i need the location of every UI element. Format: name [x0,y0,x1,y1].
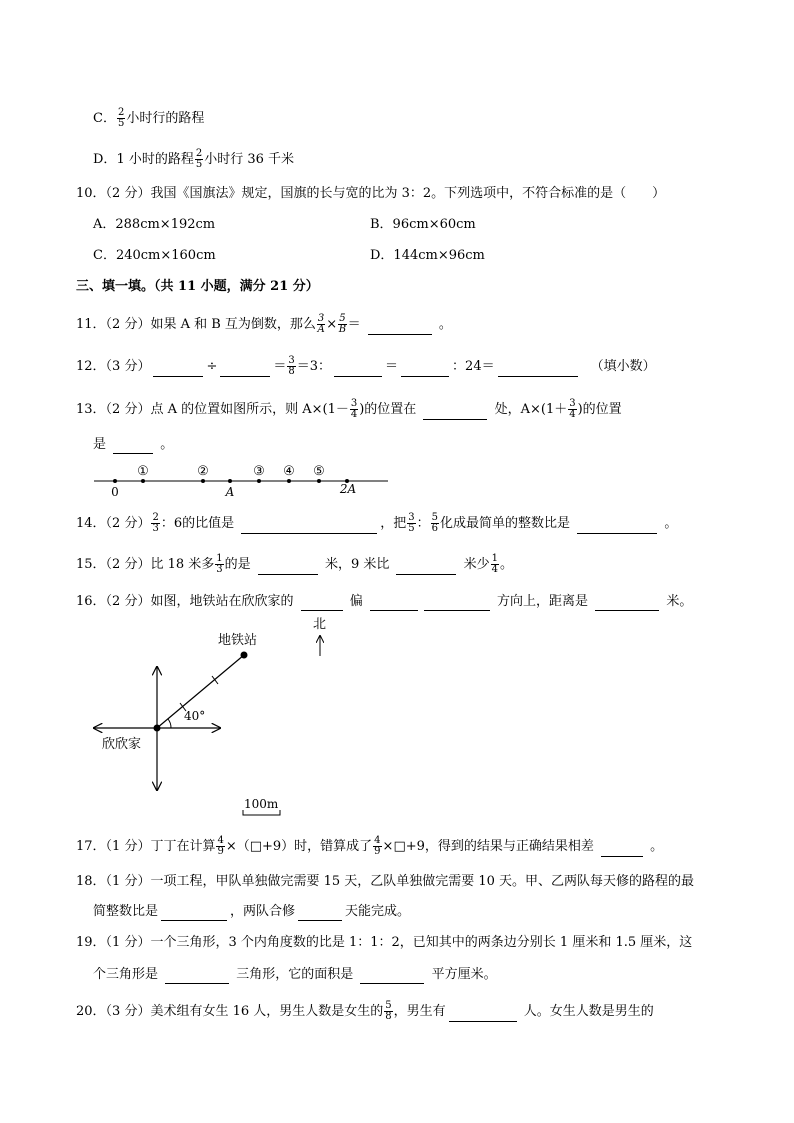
q10-stem: 10．（2 分）我国《国旗法》规定，国旗的长与宽的比为 3：2。下列选项中，不符合标准的是（ ） [76,186,666,201]
denominator: B [338,324,347,335]
numerator: 5 [385,1000,392,1011]
q18-line1: 18．（1 分）一项工程，甲队单独做完需要 15 天，乙队单独做完需要 10 天。甲、乙两队每天修的路程的最 [76,874,695,889]
denominator: 4 [491,564,499,575]
q12-text: ＝3： [296,359,332,374]
station-point [241,652,248,659]
fraction [407,513,415,534]
q14-text: 14．（2 分） [76,516,151,531]
divide-sign: ÷ [206,359,218,374]
home-point [154,725,161,732]
q15-text: 米少 [463,557,490,572]
numerator: 2 [117,107,125,118]
answer-blank[interactable] [360,969,424,984]
q14 [76,513,677,534]
label-2a: 2A [339,482,357,496]
q10-option-c[interactable]: C．240cm×160cm [93,248,216,263]
fraction [151,513,159,534]
denominator: A [317,324,325,335]
q14-text: ：6的比值是 [160,516,235,531]
equals-sign: ＝ [273,359,287,374]
q17-text: ×（□+9）时，错算成了 [225,839,373,854]
denominator: 5 [195,159,203,170]
answer-blank[interactable] [165,969,229,984]
numerator: 2 [195,148,203,159]
q19-line1: 19．（1 分）一个三角形，3 个内角度数的比是 1：1：2，已知其中的两条边分别长 1 厘米和 1.5 厘米，这 [76,935,693,950]
numerator: 3 [350,398,358,409]
numerator: 4 [374,835,381,846]
q14-text: 化成最简单的整数比是 [440,516,571,531]
mark-3: ③ [253,464,265,479]
angle-label: 40° [184,709,206,723]
answer-blank[interactable] [424,596,490,611]
q14-end: 。 [664,516,678,531]
home-label: 欣欣家 [102,737,142,752]
point-4 [287,479,291,483]
numerator: 1 [491,553,499,564]
q20 [76,1001,654,1022]
answer-blank[interactable] [298,906,342,921]
mark-5: ⑤ [313,464,325,479]
q16-end: 米。 [666,594,693,609]
q13-text: 是 [93,437,107,452]
q19-text: 个三角形是 [93,967,159,982]
answer-blank[interactable] [595,596,659,611]
q15-end: 。 [500,557,514,572]
mark-4: ④ [283,464,295,479]
q16-text: 偏 [349,594,363,609]
number-line-diagram [90,460,390,500]
fraction [431,513,439,534]
answer-blank[interactable] [301,596,343,611]
mark-2: ② [197,464,209,479]
answer-blank[interactable] [396,560,456,575]
q20-text: 20．（3 分）美术组有女生 16 人，男生人数是女生的 [76,1004,384,1019]
q18-text: 天能完成。 [345,904,411,919]
q13 [76,399,622,420]
option-text: 1 小时的路程 [116,152,194,167]
q13-text: 处，A×(1＋ [494,402,568,417]
denominator: 5 [408,523,415,534]
answer-blank[interactable] [161,906,227,921]
q12-text: 12．（3 分） [76,359,151,374]
point-2 [201,479,205,483]
answer-blank[interactable] [449,1007,517,1022]
q17-text: ×□+9，得到的结果与正确结果相差 [382,839,594,854]
denominator: 5 [117,118,125,129]
fraction [350,399,358,420]
numerator: 3 [569,398,576,409]
answer-blank[interactable] [258,560,318,575]
fraction [491,554,499,575]
numerator: 3 [317,313,325,324]
q18-line2 [93,903,410,921]
colon: ： [416,516,430,531]
fraction [338,314,346,335]
answer-blank[interactable] [220,362,270,377]
station-label: 地铁站 [218,633,258,648]
denominator: 8 [288,366,295,377]
q12-text: ：24＝ [452,359,495,374]
q19-text: 平方厘米。 [431,967,497,982]
scale-label: 100m [244,797,279,811]
numerator: 3 [408,512,415,523]
q11 [76,314,452,335]
q18-text: 简整数比是 [93,904,159,919]
fraction [117,108,125,129]
times-sign: × [326,317,338,332]
answer-blank[interactable] [577,519,657,534]
direction-diagram [88,612,348,822]
denominator: 6 [431,523,439,534]
q13-text: 13．（2 分）点 A 的位置如图所示，则 A×(1－ [76,402,349,417]
label-zero: 0 [111,485,119,499]
q19-line2 [93,966,497,984]
q10-option-b[interactable]: B．96cm×60cm [370,217,476,232]
angle-arc [168,719,171,728]
north-label: 北 [313,617,327,632]
fraction [216,836,224,857]
q16-text: 16．（2 分）如图，地铁站在欣欣家的 [76,594,294,609]
q17-end: 。 [650,839,664,854]
q9-option-c[interactable] [93,108,204,129]
point-zero [113,479,117,483]
equals-sign: ＝ [385,359,399,374]
q13-end: 。 [160,437,174,452]
fraction [287,356,295,377]
numerator: 1 [216,553,223,564]
fraction [373,836,381,857]
q15-text: 15．（2 分）比 18 米多 [76,557,215,572]
section-heading: 三、填一填。（共 11 小题，满分 21 分） [76,279,319,294]
point-a [228,479,232,483]
fraction [215,554,223,575]
option-text: 小时行的路程 [126,111,205,126]
answer-blank[interactable] [334,362,382,377]
q11-text: 11．（2 分）如果 A 和 B 互为倒数，那么 [76,317,316,332]
q9-option-d[interactable] [93,149,294,170]
q13-line2 [93,436,173,454]
q17-text: 17．（1 分）丁丁在计算 [76,839,216,854]
answer-blank[interactable] [368,320,432,335]
answer-blank[interactable] [423,405,487,420]
denominator: 3 [152,523,159,534]
denominator: 4 [569,409,576,420]
q14-text: ，把 [380,516,407,531]
mark-1: ① [137,464,149,479]
denominator: 8 [385,1011,392,1022]
q12 [76,356,656,377]
q12-hint: （填小数） [590,359,656,374]
denominator: 9 [217,846,224,857]
answer-blank[interactable] [241,519,377,534]
fraction [317,314,325,335]
numerator: 2 [152,512,159,523]
q13-text: )的位置在 [359,402,417,417]
numerator: 4 [217,835,224,846]
q20-text: 人。女生人数是男生的 [523,1004,654,1019]
q16-text: 方向上，距离是 [497,594,589,609]
q16 [76,593,692,611]
q13-text: )的位置 [577,402,622,417]
numerator: 5 [431,512,439,523]
point-5 [317,479,321,483]
option-text: 小时行 36 千米 [204,152,295,167]
denominator: 9 [374,846,381,857]
equals-sign: ＝ [347,317,361,332]
q18-text: ，两队合修 [230,904,296,919]
numerator: 5 [339,313,346,324]
option-label: D． [93,152,117,167]
q17 [76,836,663,857]
numerator: 3 [288,355,295,366]
q10-option-d[interactable]: D．144cm×96cm [370,248,485,263]
point-3 [257,479,261,483]
answer-blank[interactable] [113,439,153,454]
q15 [76,554,513,575]
fraction [568,399,576,420]
fraction [195,149,203,170]
answer-blank[interactable] [370,596,418,611]
fraction [384,1001,392,1022]
q10-option-a[interactable]: A．288cm×192cm [93,217,216,232]
answer-blank[interactable] [498,362,578,377]
q20-text: ，男生有 [393,1004,446,1019]
label-a: A [225,485,235,499]
q15-text: 的是 [224,557,251,572]
point-1 [141,479,145,483]
q19-text: 三角形，它的面积是 [236,967,354,982]
q15-text: 米，9 米比 [324,557,390,572]
answer-blank[interactable] [153,362,203,377]
answer-blank[interactable] [601,842,643,857]
answer-blank[interactable] [401,362,449,377]
denominator: 3 [216,564,223,575]
q11-end: 。 [438,317,452,332]
denominator: 4 [350,409,358,420]
option-label: C． [93,111,116,126]
